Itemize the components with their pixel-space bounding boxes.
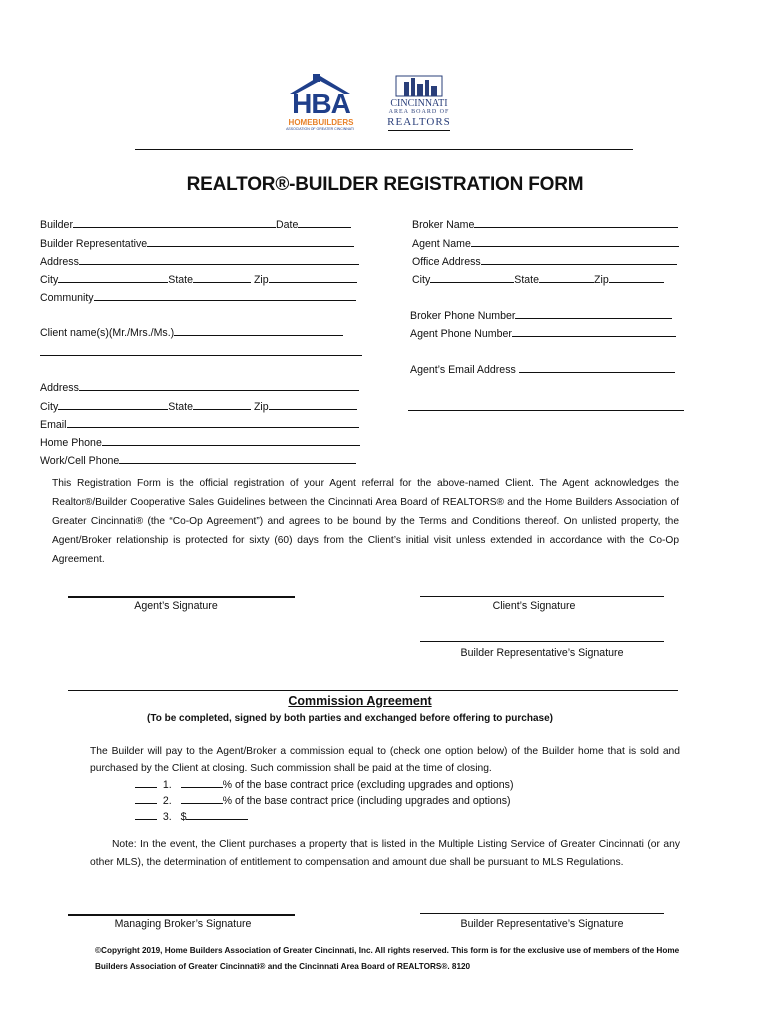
- office-address-field[interactable]: Office Address: [412, 253, 677, 269]
- email-field[interactable]: Email: [40, 416, 359, 432]
- client-signature-label: Client’s Signature: [492, 600, 576, 612]
- builder-rep-field[interactable]: Builder Representative: [40, 235, 354, 251]
- builder-field[interactable]: Builder Date: [40, 216, 351, 232]
- office-city-state-zip-field[interactable]: City State Zip: [412, 271, 664, 287]
- agent-signature-line[interactable]: [68, 596, 295, 598]
- broker-name-field[interactable]: Broker Name: [412, 216, 678, 232]
- builder-rep-signature-line-2[interactable]: [420, 913, 664, 914]
- address-field[interactable]: Address: [40, 253, 359, 269]
- commission-option-2[interactable]: 2. % of the base contract price (including upgrades and options): [135, 792, 511, 808]
- client-names-field[interactable]: Client name(s)(Mr./Mrs./Ms.): [40, 324, 343, 340]
- section-divider: [68, 690, 678, 691]
- builder-rep-signature-label-2: Builder Representative’s Signature: [460, 918, 624, 930]
- client-address-field[interactable]: Address: [40, 379, 359, 395]
- home-phone-field[interactable]: Home Phone: [40, 434, 360, 450]
- copyright-notice: ©Copyright 2019, Home Builders Association of Greater Cincinnati, Inc. All rights reserved. This form is for the exclusive use of members of the Home Builders Association of Greater Cincinnati® and the Cincinnati Area Board of REALTORS®. 8120: [95, 946, 680, 971]
- hba-tagline: ASSOCIATION OF GREATER CINCINNATI: [286, 127, 354, 131]
- header-rule: [135, 149, 633, 150]
- commission-subheading: (To be completed, signed by both parties and exchanged before offering to purchase): [147, 713, 553, 724]
- cabr-line2: AREA BOARD OF: [388, 109, 450, 115]
- hba-homebuilders: HOMEBUILDERS: [288, 118, 354, 127]
- client-city-state-zip-field[interactable]: City State Zip: [40, 398, 357, 414]
- hba-logo: [280, 72, 360, 134]
- registration-paragraph: This Registration Form is the official registration of your Agent referral for the above-named Client. The Agent acknowledges the Realtor®/Builder Cooperative Sales Guidelines between the Cincinnati Area Board of REALTORS® and the Home Builders Association of Greater Cincinnati® (the “Co-Op Agreement”) and agrees to be bound by the Terms and Conditions thereof. On unlisted property, the Agent/Broker relationship is protected for sixty (60) days from the Client’s initial visit unless extended in accordance with the Co-Op Agreement.: [52, 478, 679, 565]
- managing-broker-signature-label: Managing Broker’s Signature: [114, 918, 252, 930]
- builder-rep-signature-label: Builder Representative’s Signature: [460, 647, 624, 659]
- builder-rep-signature-line[interactable]: [420, 641, 664, 642]
- community-field[interactable]: Community: [40, 289, 356, 305]
- agent-email-line2[interactable]: [408, 410, 684, 411]
- agent-email-field[interactable]: Agent’s Email Address: [410, 361, 675, 377]
- agent-signature-label: Agent’s Signature: [134, 600, 218, 612]
- client-signature-line[interactable]: [420, 596, 664, 597]
- commission-option-3[interactable]: 3. $: [135, 808, 248, 824]
- cabr-line1: CINCINNATI: [390, 98, 448, 109]
- work-cell-phone-field[interactable]: Work/Cell Phone: [40, 452, 356, 468]
- commission-option-1[interactable]: 1. % of the base contract price (excluding upgrades and options): [135, 776, 514, 792]
- cabr-logo: [384, 74, 454, 134]
- cabr-line3: REALTORS: [387, 116, 451, 128]
- managing-broker-signature-line[interactable]: [68, 914, 295, 916]
- commission-intro: The Builder will pay to the Agent/Broker a commission equal to (check one option below) of the Builder home that is sold and purchased by the Client at closing. Such commission shall be paid at the time of closing.: [90, 746, 680, 774]
- mls-note: Note: In the event, the Client purchases a property that is listed in the Multiple Listing Service of Greater Cincinnati (or any other MLS), the determination of entitlement to compensation and amount due shall be pursuant to MLS Regulations.: [90, 839, 680, 868]
- broker-phone-field[interactable]: Broker Phone Number: [410, 307, 672, 323]
- agent-name-field[interactable]: Agent Name: [412, 235, 679, 251]
- hba-letters: HBA: [292, 88, 350, 119]
- cabr-skyline-icon: [384, 74, 454, 98]
- form-title: REALTOR®-BUILDER REGISTRATION FORM: [186, 174, 584, 195]
- city-state-zip-field[interactable]: City State Zip: [40, 271, 357, 287]
- agent-phone-field[interactable]: Agent Phone Number: [410, 325, 676, 341]
- client-names-line2[interactable]: [40, 355, 362, 356]
- commission-heading: Commission Agreement: [288, 694, 432, 708]
